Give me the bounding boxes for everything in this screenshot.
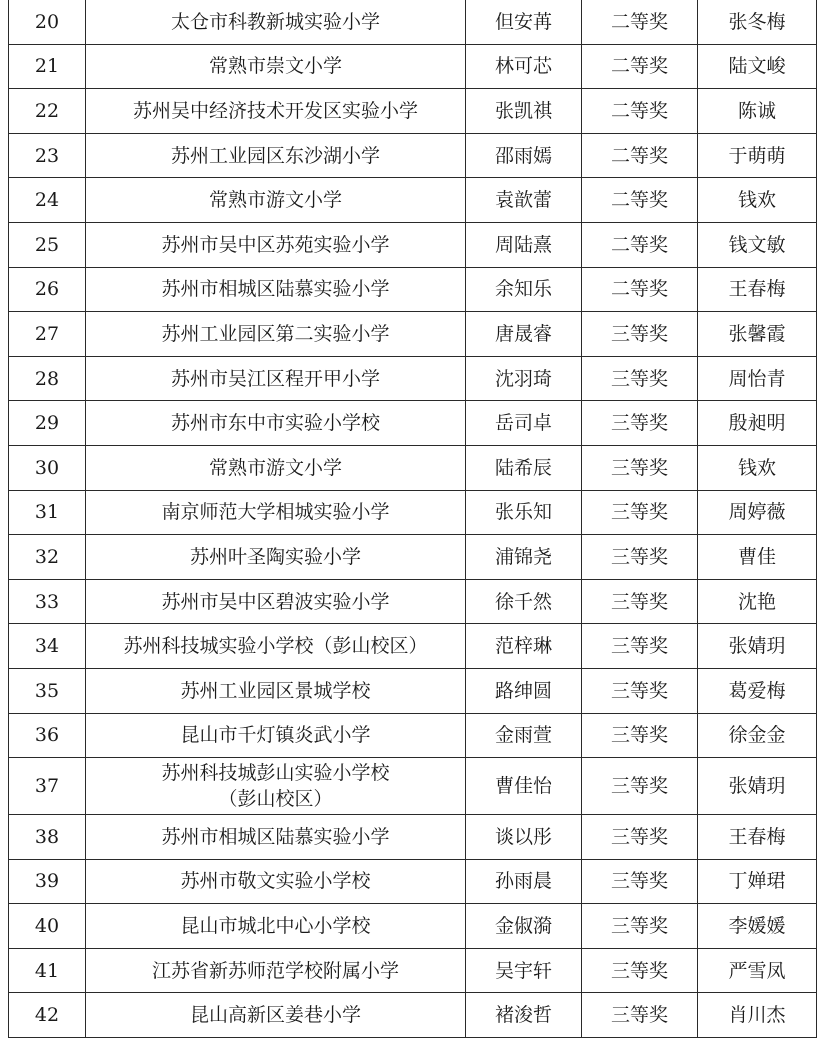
teacher-name: 张婧玥	[698, 624, 817, 669]
table-row	[9, 312, 817, 357]
school-name: 苏州工业园区第二实验小学	[86, 312, 466, 357]
award-level: 二等奖	[582, 267, 698, 312]
award-level: 二等奖	[582, 0, 698, 44]
school-name: 苏州市相城区陆慕实验小学	[86, 815, 466, 860]
school-name: 苏州市吴江区程开甲小学	[86, 356, 466, 401]
student-name: 范梓琳	[466, 624, 582, 669]
table-row	[9, 668, 817, 713]
school-name: 苏州工业园区东沙湖小学	[86, 133, 466, 178]
row-number: 38	[9, 815, 86, 860]
school-name: 苏州叶圣陶实验小学	[86, 535, 466, 580]
school-name: 苏州科技城实验小学校（彭山校区）	[86, 624, 466, 669]
teacher-name: 徐金金	[698, 713, 817, 758]
teacher-name: 张婧玥	[698, 758, 817, 815]
student-name: 张乐知	[466, 490, 582, 535]
school-name: 苏州吴中经济技术开发区实验小学	[86, 89, 466, 134]
row-number: 22	[9, 89, 86, 134]
student-name: 金雨萱	[466, 713, 582, 758]
award-level: 三等奖	[582, 356, 698, 401]
award-level: 三等奖	[582, 758, 698, 815]
teacher-name: 张馨霞	[698, 312, 817, 357]
teacher-name: 钱欢	[698, 178, 817, 223]
table-row	[9, 904, 817, 949]
table-row	[9, 815, 817, 860]
school-name: 苏州工业园区景城学校	[86, 668, 466, 713]
row-number: 25	[9, 222, 86, 267]
teacher-name: 肖川杰	[698, 993, 817, 1038]
teacher-name: 殷昶明	[698, 401, 817, 446]
award-level: 二等奖	[582, 44, 698, 89]
student-name: 袁歆蕾	[466, 178, 582, 223]
teacher-name: 陆文峻	[698, 44, 817, 89]
school-name: 苏州市东中市实验小学校	[86, 401, 466, 446]
award-level: 三等奖	[582, 713, 698, 758]
award-level: 三等奖	[582, 312, 698, 357]
student-name: 唐晟睿	[466, 312, 582, 357]
row-number: 26	[9, 267, 86, 312]
table-row	[9, 535, 817, 580]
row-number: 33	[9, 579, 86, 624]
award-level: 三等奖	[582, 445, 698, 490]
award-level: 三等奖	[582, 948, 698, 993]
award-level: 三等奖	[582, 859, 698, 904]
table-row	[9, 758, 817, 815]
table-row	[9, 89, 817, 134]
row-number: 34	[9, 624, 86, 669]
row-number: 36	[9, 713, 86, 758]
school-name-line-2: （彭山校区）	[218, 788, 333, 811]
row-number: 28	[9, 356, 86, 401]
table-row	[9, 222, 817, 267]
award-level: 二等奖	[582, 222, 698, 267]
student-name: 但安苒	[466, 0, 582, 44]
student-name: 林可芯	[466, 44, 582, 89]
student-name: 张凯祺	[466, 89, 582, 134]
award-level: 三等奖	[582, 904, 698, 949]
table-row	[9, 44, 817, 89]
teacher-name: 葛爱梅	[698, 668, 817, 713]
award-list-page	[8, 0, 816, 1046]
row-number: 31	[9, 490, 86, 535]
table-row	[9, 713, 817, 758]
teacher-name: 张冬梅	[698, 0, 817, 44]
award-level: 三等奖	[582, 668, 698, 713]
row-number: 37	[9, 758, 86, 815]
table-row	[9, 356, 817, 401]
row-number: 35	[9, 668, 86, 713]
table-row	[9, 178, 817, 223]
teacher-name: 周婷薇	[698, 490, 817, 535]
award-level: 二等奖	[582, 133, 698, 178]
student-name: 路绅圆	[466, 668, 582, 713]
teacher-name: 王春梅	[698, 267, 817, 312]
teacher-name: 沈艳	[698, 579, 817, 624]
student-name: 徐千然	[466, 579, 582, 624]
school-name: 昆山高新区姜巷小学	[86, 993, 466, 1038]
row-number: 29	[9, 401, 86, 446]
award-level: 三等奖	[582, 535, 698, 580]
teacher-name: 陈诚	[698, 89, 817, 134]
teacher-name: 曹佳	[698, 535, 817, 580]
student-name: 吴宇轩	[466, 948, 582, 993]
award-level: 二等奖	[582, 89, 698, 134]
school-name: 南京师范大学相城实验小学	[86, 490, 466, 535]
student-name: 孙雨晨	[466, 859, 582, 904]
award-level: 三等奖	[582, 624, 698, 669]
row-number: 40	[9, 904, 86, 949]
teacher-name: 钱欢	[698, 445, 817, 490]
award-level: 三等奖	[582, 401, 698, 446]
school-name: 江苏省新苏师范学校附属小学	[86, 948, 466, 993]
school-name: 昆山市城北中心小学校	[86, 904, 466, 949]
table-row	[9, 993, 817, 1038]
student-name: 沈羽琦	[466, 356, 582, 401]
student-name: 浦锦尧	[466, 535, 582, 580]
school-name: 太仓市科教新城实验小学	[86, 0, 466, 44]
award-level: 三等奖	[582, 490, 698, 535]
row-number: 24	[9, 178, 86, 223]
teacher-name: 周怡青	[698, 356, 817, 401]
row-number: 30	[9, 445, 86, 490]
table-row	[9, 579, 817, 624]
student-name: 邵雨嫣	[466, 133, 582, 178]
table-row	[9, 624, 817, 669]
award-level: 三等奖	[582, 993, 698, 1038]
school-name	[86, 758, 466, 815]
award-level: 三等奖	[582, 579, 698, 624]
teacher-name: 李媛媛	[698, 904, 817, 949]
teacher-name: 丁婵珺	[698, 859, 817, 904]
student-name: 谈以彤	[466, 815, 582, 860]
row-number: 39	[9, 859, 86, 904]
row-number: 42	[9, 993, 86, 1038]
student-name: 周陆熹	[466, 222, 582, 267]
teacher-name: 于萌萌	[698, 133, 817, 178]
student-name: 褚浚哲	[466, 993, 582, 1038]
row-number: 41	[9, 948, 86, 993]
row-number: 21	[9, 44, 86, 89]
award-table	[8, 0, 817, 1038]
table-row	[9, 445, 817, 490]
school-name: 常熟市崇文小学	[86, 44, 466, 89]
award-level: 二等奖	[582, 178, 698, 223]
table-row	[9, 401, 817, 446]
school-name: 苏州市敬文实验小学校	[86, 859, 466, 904]
row-number: 27	[9, 312, 86, 357]
table-row	[9, 133, 817, 178]
school-name: 常熟市游文小学	[86, 178, 466, 223]
school-name: 常熟市游文小学	[86, 445, 466, 490]
table-row	[9, 267, 817, 312]
table-row	[9, 948, 817, 993]
school-name: 昆山市千灯镇炎武小学	[86, 713, 466, 758]
student-name: 曹佳怡	[466, 758, 582, 815]
school-name-line-1: 苏州科技城彭山实验小学校	[161, 762, 390, 785]
student-name: 余知乐	[466, 267, 582, 312]
school-name: 苏州市相城区陆慕实验小学	[86, 267, 466, 312]
student-name: 岳司卓	[466, 401, 582, 446]
teacher-name: 严雪凤	[698, 948, 817, 993]
table-row	[9, 490, 817, 535]
award-level: 三等奖	[582, 815, 698, 860]
table-row	[9, 859, 817, 904]
row-number: 23	[9, 133, 86, 178]
row-number: 32	[9, 535, 86, 580]
school-name: 苏州市吴中区苏苑实验小学	[86, 222, 466, 267]
student-name: 陆希辰	[466, 445, 582, 490]
table-row	[9, 0, 817, 44]
student-name: 金俶漪	[466, 904, 582, 949]
teacher-name: 王春梅	[698, 815, 817, 860]
teacher-name: 钱文敏	[698, 222, 817, 267]
award-table-body	[9, 0, 817, 1038]
school-name: 苏州市吴中区碧波实验小学	[86, 579, 466, 624]
row-number: 20	[9, 0, 86, 44]
